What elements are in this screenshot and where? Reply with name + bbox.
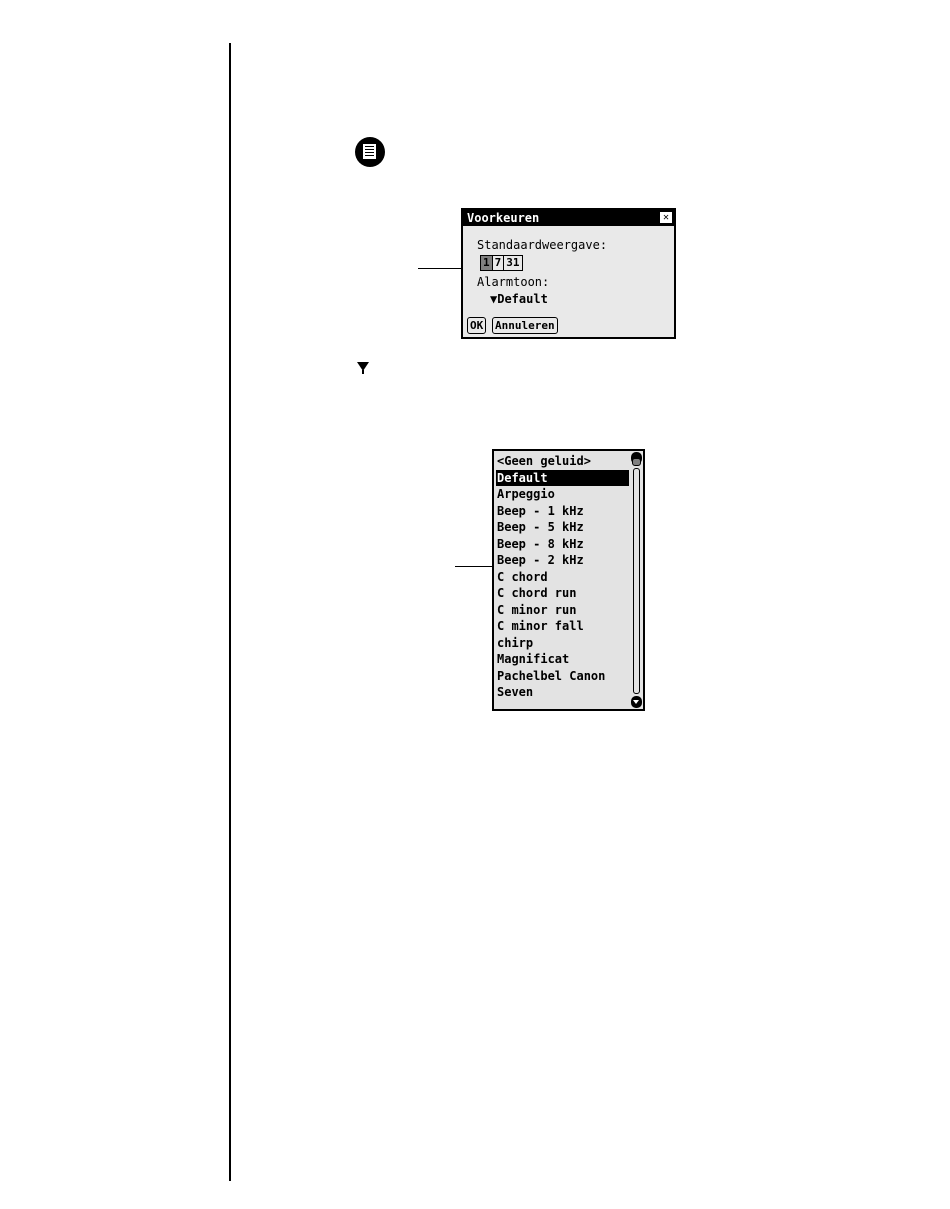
alarm-tone-option[interactable]: C minor run [497,602,577,617]
alarm-tone-option[interactable]: Seven [497,685,534,699]
scroll-track[interactable] [633,468,640,694]
alarm-tone-label: Alarmtoon: [477,275,550,289]
menu-sheet-glyph [362,143,377,160]
alarm-tone-option[interactable]: Magnificat [497,652,570,666]
view-option-day[interactable]: 1 [480,255,493,271]
preferences-dialog [461,208,676,339]
default-view-selector [480,255,522,271]
scroll-down-arrow[interactable] [631,696,642,708]
alarm-tone-option[interactable]: Beep - 1 kHz [497,503,584,518]
alarm-tone-option[interactable]: C minor fall [497,619,584,633]
close-icon[interactable]: ✕ [660,212,672,223]
triangle-down-icon [357,362,369,371]
alarm-tone-option[interactable]: <Geen geluid> [497,454,591,468]
scroll-up-arrow[interactable] [631,452,642,464]
alarm-tone-option[interactable]: C chord run [497,586,577,600]
alarm-tone-option[interactable]: Default [496,470,629,487]
alarm-tone-option[interactable]: Pachelbel Canon [497,668,606,683]
alarm-tone-option[interactable]: chirp [497,635,534,650]
list-scrollbar[interactable] [631,452,642,708]
view-option-month[interactable]: 31 [503,255,522,271]
ok-button[interactable]: OK [467,317,486,334]
alarm-tone-option[interactable]: Beep - 2 kHz [497,553,584,567]
alarm-tone-dropdown[interactable]: ▼Default [490,292,548,306]
alarm-tone-option[interactable]: Beep - 8 kHz [497,536,584,551]
dialog-title-bar [463,210,674,226]
alarm-tone-list [492,449,645,711]
scroll-thumb[interactable] [632,458,641,466]
page-margin-rule [229,43,231,1181]
default-view-label: Standaardweergave: [477,238,608,252]
alarm-tone-option[interactable]: C chord [497,569,548,584]
dialog-callout-line [418,268,461,269]
cancel-button[interactable]: Annuleren [492,317,558,334]
alarm-tone-option[interactable]: Arpeggio [497,487,555,501]
list-callout-line [455,566,493,567]
dialog-title: Voorkeuren [467,211,540,225]
alarm-tone-option[interactable]: Beep - 5 kHz [497,520,584,534]
view-option-week[interactable]: 7 [492,255,505,271]
alarm-tone-options [496,453,629,701]
menu-icon [355,137,385,167]
